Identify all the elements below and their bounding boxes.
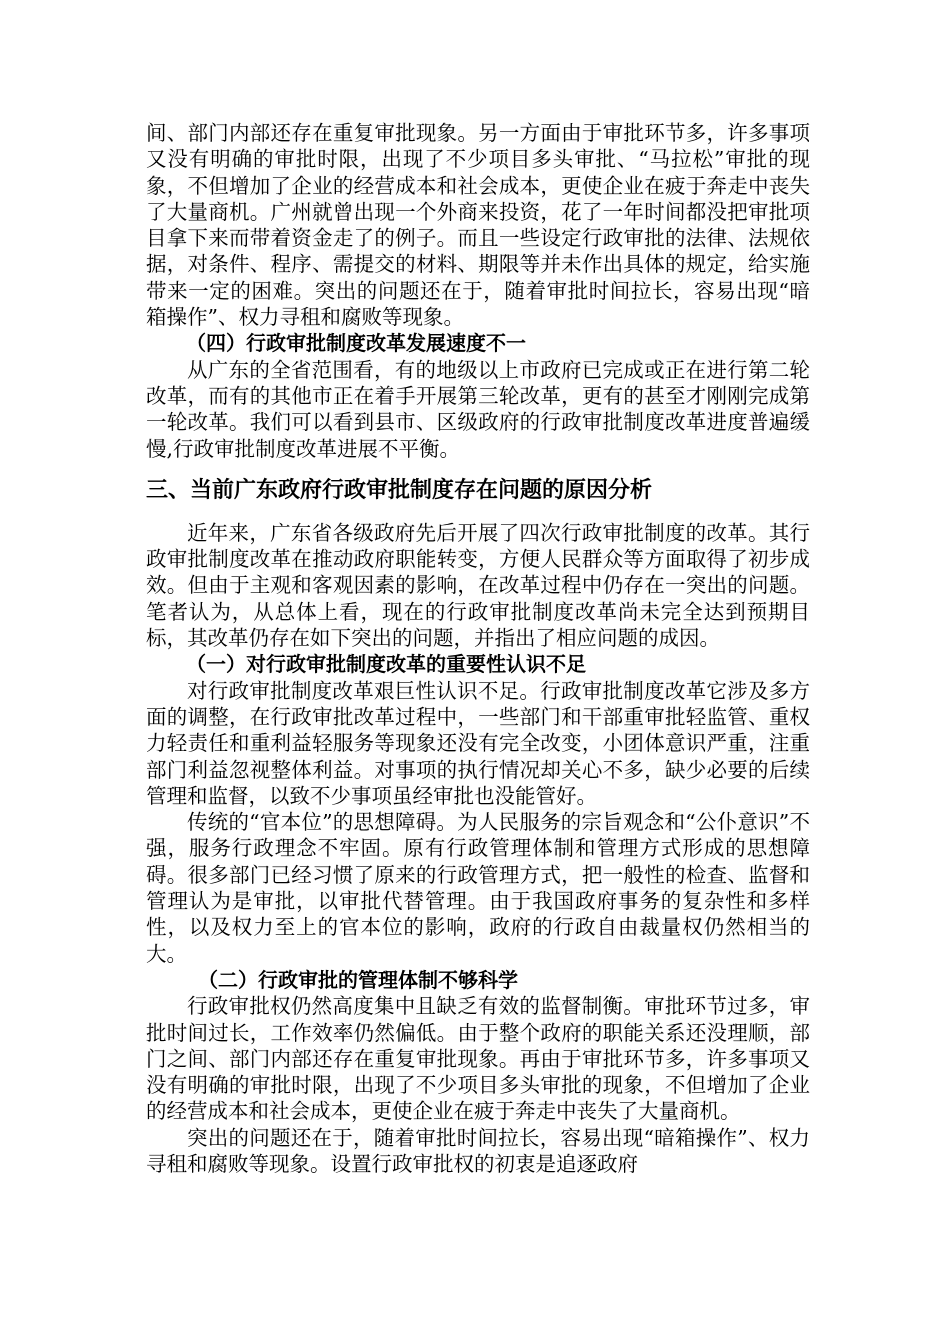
paragraph-awareness: 对行政审批制度改革艰巨性认识不足。行政审批制度改革它涉及多方面的调整，在行政审批改革过程中，一些部门和干部重审批轻监管、重权力轻责任和重利益轻服务等现象还没有完全改变，小团体意识严重，注重部门利益忽视整体利益。对事项的执行情况却关心不多，缺少必要的后续管理和监督，以致不少事项虽经审批也没能管好。 (146, 678, 810, 808)
section-heading-three: 三、当前广东政府行政审批制度存在问题的原因分析 (146, 477, 653, 503)
subheading-two: （二）行政审批的管理体制不够科学 (198, 967, 518, 992)
paragraph-continued: 间、部门内部还存在重复审批现象。另一方面由于审批环节多，许多事项又没有明确的审批时限，出现了不少项目多头审批、“马拉松”审批的现象，不但增加了企业的经营成本和社会成本，更使企业在疲于奔走中丧失了大量商机。广州就曾出现一个外商来投资，花了一年时间都没把审批项目拿下来而带着资金走了的例子。而且一些设定行政审批的法律、法规依据，对条件、程序、需提交的材料、期限等并未作出具体的规定，给实施带来一定的困难。突出的问题还在于，随着审批时间拉长，容易出现“暗箱操作”、权力寻租和腐败等现象。 (146, 121, 810, 330)
paragraph-management-system: 行政审批权仍然高度集中且缺乏有效的监督制衡。审批环节过多，审批时间过长，工作效率仍然偏低。由于整个政府的职能关系还没理顺，部门之间、部门内部还存在重复审批现象。再由于审批环节多，许多事项又没有明确的审批时限，出现了不少项目多头审批的现象，不但增加了企业的经营成本和社会成本，更使企业在疲于奔走中丧失了大量商机。 (146, 994, 810, 1124)
subheading-four: （四）行政审批制度改革发展速度不一 (186, 331, 526, 356)
paragraph-official-standard: 传统的“官本位”的思想障碍。为人民服务的宗旨观念和“公仆意识”不强，服务行政理念不牢固。原有行政管理体制和管理方式形成的思想障碍。很多部门已经习惯了原来的行政管理方式，把一般性的检查、监督和管理认为是审批，以审批代替管理。由于我国政府事务的复杂性和多样性，以及权力至上的官本位的影响，政府的行政自由裁量权仍然相当的大。 (146, 810, 810, 966)
paragraph-prominent-problem: 突出的问题还在于，随着审批时间拉长，容易出现“暗箱操作”、权力寻租和腐败等现象。设置行政审批权的初衷是追逐政府 (146, 1125, 810, 1176)
document-page (146, 120, 810, 1177)
paragraph-development-speed: 从广东的全省范围看，有的地级以上市政府已完成或正在进行第二轮改革，而有的其他市正在着手开展第三轮改革，更有的甚至才刚刚完成第一轮改革。我们可以看到县市、区级政府的行政审批制度改革进度普遍缓慢,行政审批制度改革进展不平衡。 (146, 357, 810, 461)
paragraph-section-intro: 近年来，广东省各级政府先后开展了四次行政审批制度的改革。其行政审批制度改革在推动政府职能转变，方便人民群众等方面取得了初步成效。但由于主观和客观因素的影响，在改革过程中仍存在一突出的问题。笔者认为，从总体上看，现在的行政审批制度改革尚未完全达到预期目标，其改革仍存在如下突出的问题，并指出了相应问题的成因。 (146, 520, 810, 651)
subheading-one: （一）对行政审批制度改革的重要性认识不足 (186, 652, 586, 677)
